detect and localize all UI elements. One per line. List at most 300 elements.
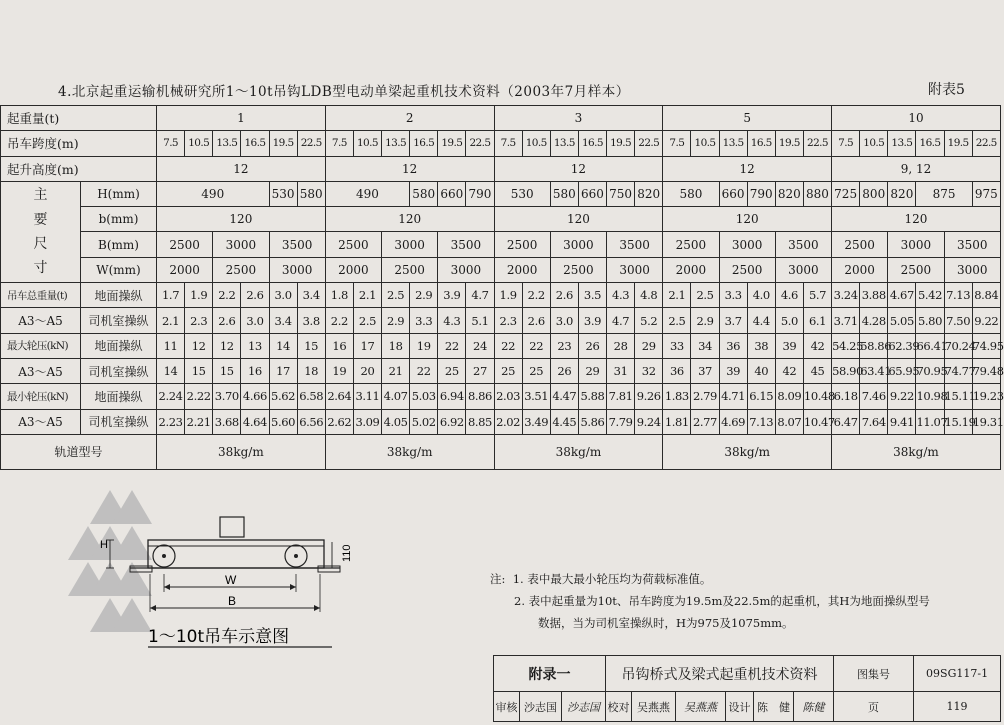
H-value: 660 xyxy=(438,181,466,206)
H-value: 530 xyxy=(269,181,297,206)
B-value: 3500 xyxy=(944,232,1000,257)
H-value: 790 xyxy=(747,181,775,206)
max-wheel-ground-value: 70.24 xyxy=(944,333,972,358)
min-wheel-ground-value: 19.23 xyxy=(972,384,1000,409)
H-value: 725 xyxy=(832,181,860,206)
max-wheel-cab-value: 40 xyxy=(747,358,775,383)
W-value: 2000 xyxy=(832,257,888,282)
row-min-wheel-cab xyxy=(1,409,1001,434)
W-value: 2000 xyxy=(663,257,719,282)
total-weight-cab-value: 2.5 xyxy=(353,308,381,333)
max-wheel-ground-value: 36 xyxy=(719,333,747,358)
B-value: 3500 xyxy=(607,232,663,257)
min-wheel-cab-value: 7.79 xyxy=(607,409,635,434)
label-duty-class: A3～A5 xyxy=(1,409,81,434)
check-name: 吴燕燕 xyxy=(632,692,676,722)
H-value: 660 xyxy=(578,181,606,206)
main-dims-char: 寸 xyxy=(33,260,48,277)
min-wheel-ground-value: 8.09 xyxy=(775,384,803,409)
max-wheel-cab-value: 27 xyxy=(466,358,494,383)
total-weight-ground-value: 5.7 xyxy=(803,283,831,308)
span-value: 19.5 xyxy=(269,131,297,156)
total-weight-cab-value: 4.4 xyxy=(747,308,775,333)
W-value: 3000 xyxy=(607,257,663,282)
total-weight-ground-value: 3.0 xyxy=(269,283,297,308)
H-value: 580 xyxy=(410,181,438,206)
capacity-value: 3 xyxy=(494,106,663,131)
b-value: 120 xyxy=(494,207,663,232)
min-wheel-cab-value: 6.92 xyxy=(438,409,466,434)
total-weight-ground-value: 2.1 xyxy=(663,283,691,308)
total-weight-ground-value: 7.13 xyxy=(944,283,972,308)
W-value: 2500 xyxy=(550,257,606,282)
max-wheel-ground-value: 24 xyxy=(466,333,494,358)
total-weight-ground-value: 2.6 xyxy=(550,283,578,308)
max-wheel-ground-value: 26 xyxy=(578,333,606,358)
min-wheel-ground-value: 5.03 xyxy=(410,384,438,409)
label-h: H xyxy=(100,539,108,551)
total-weight-cab-value: 6.1 xyxy=(803,308,831,333)
min-wheel-cab-value: 19.31 xyxy=(972,409,1000,434)
min-wheel-cab-value: 6.47 xyxy=(832,409,860,434)
min-wheel-cab-value: 6.56 xyxy=(297,409,325,434)
B-value: 2500 xyxy=(157,232,213,257)
min-wheel-ground-value: 10.98 xyxy=(916,384,944,409)
span-value: 16.5 xyxy=(578,131,606,156)
max-wheel-cab-value: 74.77 xyxy=(944,358,972,383)
min-wheel-ground-value: 10.48 xyxy=(803,384,831,409)
min-wheel-ground-value: 15.11 xyxy=(944,384,972,409)
total-weight-cab-value: 9.22 xyxy=(972,308,1000,333)
max-wheel-ground-value: 15 xyxy=(297,333,325,358)
label-span: 吊车跨度(m) xyxy=(1,131,157,156)
min-wheel-ground-value: 7.46 xyxy=(860,384,888,409)
max-wheel-ground-value: 39 xyxy=(775,333,803,358)
b-value: 120 xyxy=(157,207,326,232)
max-wheel-cab-value: 20 xyxy=(353,358,381,383)
max-wheel-ground-value: 34 xyxy=(691,333,719,358)
capacity-value: 1 xyxy=(157,106,326,131)
b-value: 120 xyxy=(663,207,832,232)
label-b: b(mm) xyxy=(81,207,157,232)
W-value: 2000 xyxy=(325,257,381,282)
total-weight-ground-value: 2.9 xyxy=(410,283,438,308)
min-wheel-cab-value: 11.07 xyxy=(916,409,944,434)
total-weight-cab-value: 4.28 xyxy=(860,308,888,333)
label-total-weight: 吊车总重量(t) xyxy=(1,283,81,308)
row-max-wheel-cab xyxy=(1,358,1001,383)
row-capacity xyxy=(1,106,1001,131)
max-wheel-cab-value: 70.95 xyxy=(916,358,944,383)
row-total-weight-ground xyxy=(1,283,1001,308)
max-wheel-ground-value: 33 xyxy=(663,333,691,358)
span-value: 7.5 xyxy=(663,131,691,156)
min-wheel-cab-value: 7.13 xyxy=(747,409,775,434)
total-weight-cab-value: 2.6 xyxy=(213,308,241,333)
max-wheel-ground-value: 38 xyxy=(747,333,775,358)
max-wheel-cab-value: 21 xyxy=(382,358,410,383)
max-wheel-cab-value: 15 xyxy=(213,358,241,383)
max-wheel-cab-value: 31 xyxy=(607,358,635,383)
max-wheel-cab-value: 42 xyxy=(775,358,803,383)
max-wheel-cab-value: 18 xyxy=(297,358,325,383)
label-lift-height: 起升高度(m) xyxy=(1,156,157,181)
review-label: 审核 xyxy=(494,692,520,722)
max-wheel-ground-value: 18 xyxy=(382,333,410,358)
total-weight-ground-value: 4.67 xyxy=(888,283,916,308)
total-weight-ground-value: 1.9 xyxy=(494,283,522,308)
W-value: 3000 xyxy=(269,257,325,282)
H-value: 490 xyxy=(157,181,270,206)
H-value: 490 xyxy=(325,181,409,206)
span-value: 22.5 xyxy=(972,131,1000,156)
total-weight-cab-value: 4.7 xyxy=(607,308,635,333)
total-weight-ground-value: 2.5 xyxy=(382,283,410,308)
min-wheel-cab-value: 2.23 xyxy=(157,409,185,434)
H-value: 580 xyxy=(550,181,578,206)
label-rail: 轨道型号 xyxy=(1,434,157,469)
section-label: 附录一 xyxy=(494,656,606,692)
b-value: 120 xyxy=(325,207,494,232)
min-wheel-cab-value: 3.09 xyxy=(353,409,381,434)
span-value: 19.5 xyxy=(944,131,972,156)
max-wheel-ground-value: 14 xyxy=(269,333,297,358)
max-wheel-ground-value: 28 xyxy=(607,333,635,358)
min-wheel-cab-value: 4.05 xyxy=(382,409,410,434)
B-value: 3500 xyxy=(775,232,831,257)
total-weight-cab-value: 3.0 xyxy=(241,308,269,333)
total-weight-ground-value: 3.3 xyxy=(719,283,747,308)
max-wheel-cab-value: 36 xyxy=(663,358,691,383)
max-wheel-cab-value: 25 xyxy=(522,358,550,383)
total-weight-cab-value: 2.2 xyxy=(325,308,353,333)
min-wheel-ground-value: 6.58 xyxy=(297,384,325,409)
total-weight-cab-value: 3.7 xyxy=(719,308,747,333)
W-value: 2000 xyxy=(494,257,550,282)
total-weight-cab-value: 3.0 xyxy=(550,308,578,333)
span-value: 13.5 xyxy=(213,131,241,156)
H-value: 875 xyxy=(916,181,972,206)
label-duty-class: A3～A5 xyxy=(1,358,81,383)
total-weight-ground-value: 2.1 xyxy=(353,283,381,308)
min-wheel-ground-value: 4.66 xyxy=(241,384,269,409)
main-dims-char: 尺 xyxy=(33,235,48,252)
total-weight-cab-value: 2.9 xyxy=(382,308,410,333)
max-wheel-ground-value: 13 xyxy=(241,333,269,358)
min-wheel-ground-value: 2.24 xyxy=(157,384,185,409)
B-value: 2500 xyxy=(663,232,719,257)
span-value: 7.5 xyxy=(494,131,522,156)
design-name: 陈 健 xyxy=(754,692,794,722)
max-wheel-ground-value: 12 xyxy=(213,333,241,358)
B-value: 3000 xyxy=(382,232,438,257)
total-weight-cab-value: 5.80 xyxy=(916,308,944,333)
lift-height-value: 12 xyxy=(494,156,663,181)
min-wheel-cab-value: 4.64 xyxy=(241,409,269,434)
total-weight-ground-value: 4.0 xyxy=(747,283,775,308)
min-wheel-cab-value: 9.24 xyxy=(635,409,663,434)
drawing-name: 吊钩桥式及梁式起重机技术资料 xyxy=(606,656,834,692)
max-wheel-ground-value: 62.39 xyxy=(888,333,916,358)
total-weight-cab-value: 5.2 xyxy=(635,308,663,333)
span-value: 16.5 xyxy=(410,131,438,156)
min-wheel-ground-value: 4.07 xyxy=(382,384,410,409)
total-weight-cab-value: 5.0 xyxy=(775,308,803,333)
span-value: 10.5 xyxy=(353,131,381,156)
H-value: 820 xyxy=(775,181,803,206)
total-weight-ground-value: 3.88 xyxy=(860,283,888,308)
min-wheel-cab-value: 5.02 xyxy=(410,409,438,434)
span-value: 19.5 xyxy=(438,131,466,156)
H-value: 750 xyxy=(607,181,635,206)
W-value: 2500 xyxy=(719,257,775,282)
min-wheel-cab-value: 5.86 xyxy=(578,409,606,434)
min-wheel-cab-value: 7.64 xyxy=(860,409,888,434)
row-lift-height xyxy=(1,156,1001,181)
min-wheel-cab-value: 3.49 xyxy=(522,409,550,434)
min-wheel-cab-value: 2.62 xyxy=(325,409,353,434)
label-cab-control: 司机室操纵 xyxy=(81,308,157,333)
span-value: 10.5 xyxy=(185,131,213,156)
max-wheel-ground-value: 19 xyxy=(410,333,438,358)
lift-height-value: 12 xyxy=(157,156,326,181)
span-value: 13.5 xyxy=(888,131,916,156)
min-wheel-cab-value: 3.68 xyxy=(213,409,241,434)
label-ground-control: 地面操纵 xyxy=(81,333,157,358)
span-value: 7.5 xyxy=(157,131,185,156)
span-value: 22.5 xyxy=(466,131,494,156)
note-2a: 2. 表中起重量为10t、吊车跨度为19.5m及22.5m的起重机，其H为地面操纵型号 xyxy=(514,594,930,608)
max-wheel-ground-value: 74.95 xyxy=(972,333,1000,358)
lift-height-value: 12 xyxy=(663,156,832,181)
check-label: 校对 xyxy=(606,692,632,722)
total-weight-cab-value: 7.50 xyxy=(944,308,972,333)
span-value: 7.5 xyxy=(832,131,860,156)
H-value: 820 xyxy=(888,181,916,206)
min-wheel-ground-value: 9.22 xyxy=(888,384,916,409)
span-value: 22.5 xyxy=(803,131,831,156)
B-value: 3000 xyxy=(213,232,269,257)
total-weight-ground-value: 4.8 xyxy=(635,283,663,308)
min-wheel-cab-value: 8.85 xyxy=(466,409,494,434)
total-weight-ground-value: 5.42 xyxy=(916,283,944,308)
total-weight-ground-value: 1.9 xyxy=(185,283,213,308)
rail-value: 38kg/m xyxy=(663,434,832,469)
max-wheel-ground-value: 66.41 xyxy=(916,333,944,358)
min-wheel-ground-value: 1.83 xyxy=(663,384,691,409)
total-weight-ground-value: 1.7 xyxy=(157,283,185,308)
total-weight-cab-value: 2.5 xyxy=(663,308,691,333)
min-wheel-ground-value: 4.71 xyxy=(719,384,747,409)
notes xyxy=(490,568,930,634)
lift-height-value: 12 xyxy=(325,156,494,181)
page-number: 119 xyxy=(914,692,1001,722)
total-weight-ground-value: 4.6 xyxy=(775,283,803,308)
max-wheel-ground-value: 12 xyxy=(185,333,213,358)
max-wheel-cab-value: 22 xyxy=(410,358,438,383)
span-value: 13.5 xyxy=(719,131,747,156)
design-label: 设计 xyxy=(726,692,754,722)
B-value: 3000 xyxy=(550,232,606,257)
min-wheel-ground-value: 2.79 xyxy=(691,384,719,409)
min-wheel-cab-value: 2.77 xyxy=(691,409,719,434)
max-wheel-ground-value: 42 xyxy=(803,333,831,358)
main-dims-char: 要 xyxy=(33,211,48,228)
min-wheel-ground-value: 3.11 xyxy=(353,384,381,409)
total-weight-cab-value: 3.71 xyxy=(832,308,860,333)
span-value: 16.5 xyxy=(916,131,944,156)
total-weight-ground-value: 3.4 xyxy=(297,283,325,308)
min-wheel-cab-value: 4.45 xyxy=(550,409,578,434)
H-value: 880 xyxy=(803,181,831,206)
row-H xyxy=(1,181,1001,206)
max-wheel-cab-value: 63.41 xyxy=(860,358,888,383)
note-1-text: 1. 表中最大最小轮压均为荷载标准值。 xyxy=(512,572,712,586)
H-value: 580 xyxy=(663,181,719,206)
row-rail xyxy=(1,434,1001,469)
max-wheel-cab-value: 58.90 xyxy=(832,358,860,383)
total-weight-cab-value: 2.3 xyxy=(185,308,213,333)
label-B: B(mm) xyxy=(81,232,157,257)
span-value: 19.5 xyxy=(607,131,635,156)
max-wheel-cab-value: 17 xyxy=(269,358,297,383)
rail-value: 38kg/m xyxy=(832,434,1001,469)
min-wheel-cab-value: 15.19 xyxy=(944,409,972,434)
total-weight-ground-value: 1.8 xyxy=(325,283,353,308)
row-b xyxy=(1,207,1001,232)
label-cab-control: 司机室操纵 xyxy=(81,358,157,383)
span-value: 16.5 xyxy=(747,131,775,156)
W-value: 2500 xyxy=(382,257,438,282)
row-max-wheel-ground xyxy=(1,333,1001,358)
max-wheel-ground-value: 11 xyxy=(157,333,185,358)
W-value: 3000 xyxy=(438,257,494,282)
row-W xyxy=(1,257,1001,282)
max-wheel-cab-value: 26 xyxy=(550,358,578,383)
min-wheel-ground-value: 5.88 xyxy=(578,384,606,409)
max-wheel-cab-value: 37 xyxy=(691,358,719,383)
crane-diagram xyxy=(70,482,360,652)
label-main-dims-cell xyxy=(1,181,81,282)
rail-value: 38kg/m xyxy=(325,434,494,469)
max-wheel-ground-value: 23 xyxy=(550,333,578,358)
notes-prefix: 注: xyxy=(490,572,506,586)
min-wheel-ground-value: 5.62 xyxy=(269,384,297,409)
total-weight-ground-value: 3.5 xyxy=(578,283,606,308)
total-weight-cab-value: 3.9 xyxy=(578,308,606,333)
max-wheel-cab-value: 45 xyxy=(803,358,831,383)
H-value: 790 xyxy=(466,181,494,206)
min-wheel-ground-value: 3.51 xyxy=(522,384,550,409)
label-duty-class: A3～A5 xyxy=(1,308,81,333)
span-value: 7.5 xyxy=(325,131,353,156)
label-ground-control: 地面操纵 xyxy=(81,384,157,409)
span-value: 10.5 xyxy=(522,131,550,156)
min-wheel-cab-value: 1.81 xyxy=(663,409,691,434)
capacity-value: 10 xyxy=(832,106,1001,131)
label-110: 110 xyxy=(341,544,353,562)
B-value: 3000 xyxy=(888,232,944,257)
H-value: 660 xyxy=(719,181,747,206)
note-1 xyxy=(490,568,930,590)
max-wheel-cab-value: 25 xyxy=(494,358,522,383)
max-wheel-ground-value: 29 xyxy=(635,333,663,358)
span-value: 19.5 xyxy=(775,131,803,156)
W-value: 3000 xyxy=(775,257,831,282)
total-weight-ground-value: 4.3 xyxy=(607,283,635,308)
total-weight-cab-value: 3.8 xyxy=(297,308,325,333)
H-value: 800 xyxy=(860,181,888,206)
span-value: 10.5 xyxy=(860,131,888,156)
total-weight-ground-value: 4.7 xyxy=(466,283,494,308)
min-wheel-ground-value: 3.70 xyxy=(213,384,241,409)
design-signature: 陈健 xyxy=(794,692,834,722)
capacity-value: 5 xyxy=(663,106,832,131)
total-weight-cab-value: 2.9 xyxy=(691,308,719,333)
total-weight-cab-value: 4.3 xyxy=(438,308,466,333)
label-capacity: 起重量(t) xyxy=(1,106,157,131)
min-wheel-cab-value: 8.07 xyxy=(775,409,803,434)
label-max-wheel: 最大轮压(kN) xyxy=(1,333,81,358)
row-min-wheel-ground xyxy=(1,384,1001,409)
label-W: W(mm) xyxy=(81,257,157,282)
B-value: 3500 xyxy=(438,232,494,257)
atlas-number: 09SG117-1 xyxy=(914,656,1001,692)
W-value: 2500 xyxy=(888,257,944,282)
span-value: 22.5 xyxy=(297,131,325,156)
row-total-weight-cab xyxy=(1,308,1001,333)
min-wheel-ground-value: 6.18 xyxy=(832,384,860,409)
B-value: 3500 xyxy=(269,232,325,257)
min-wheel-ground-value: 2.22 xyxy=(185,384,213,409)
min-wheel-cab-value: 10.47 xyxy=(803,409,831,434)
diagram-caption: 1～10t吊车示意图 xyxy=(148,627,290,647)
total-weight-cab-value: 2.1 xyxy=(157,308,185,333)
rail-value: 38kg/m xyxy=(157,434,326,469)
max-wheel-ground-value: 54.25 xyxy=(832,333,860,358)
max-wheel-cab-value: 16 xyxy=(241,358,269,383)
total-weight-ground-value: 2.6 xyxy=(241,283,269,308)
label-w: W xyxy=(225,573,237,587)
max-wheel-cab-value: 32 xyxy=(635,358,663,383)
label-cab-control: 司机室操纵 xyxy=(81,409,157,434)
rail-value: 38kg/m xyxy=(494,434,663,469)
total-weight-cab-value: 3.3 xyxy=(410,308,438,333)
min-wheel-ground-value: 2.03 xyxy=(494,384,522,409)
H-value: 530 xyxy=(494,181,550,206)
document-title: 4.北京起重运输机械研究所1～10t吊钩LDB型电动单梁起重机技术资料（2003年7月样本） xyxy=(58,84,630,100)
span-value: 22.5 xyxy=(635,131,663,156)
total-weight-cab-value: 3.4 xyxy=(269,308,297,333)
check-signature: 吴燕燕 xyxy=(676,692,726,722)
total-weight-ground-value: 2.2 xyxy=(213,283,241,308)
review-name: 沙志国 xyxy=(520,692,562,722)
span-value: 13.5 xyxy=(550,131,578,156)
min-wheel-cab-value: 5.60 xyxy=(269,409,297,434)
min-wheel-ground-value: 8.86 xyxy=(466,384,494,409)
max-wheel-cab-value: 15 xyxy=(185,358,213,383)
max-wheel-cab-value: 79.48 xyxy=(972,358,1000,383)
max-wheel-ground-value: 58.86 xyxy=(860,333,888,358)
min-wheel-ground-value: 6.94 xyxy=(438,384,466,409)
B-value: 2500 xyxy=(494,232,550,257)
H-value: 580 xyxy=(297,181,325,206)
B-value: 3000 xyxy=(719,232,775,257)
max-wheel-cab-value: 25 xyxy=(438,358,466,383)
min-wheel-cab-value: 2.21 xyxy=(185,409,213,434)
max-wheel-cab-value: 19 xyxy=(325,358,353,383)
max-wheel-cab-value: 14 xyxy=(157,358,185,383)
